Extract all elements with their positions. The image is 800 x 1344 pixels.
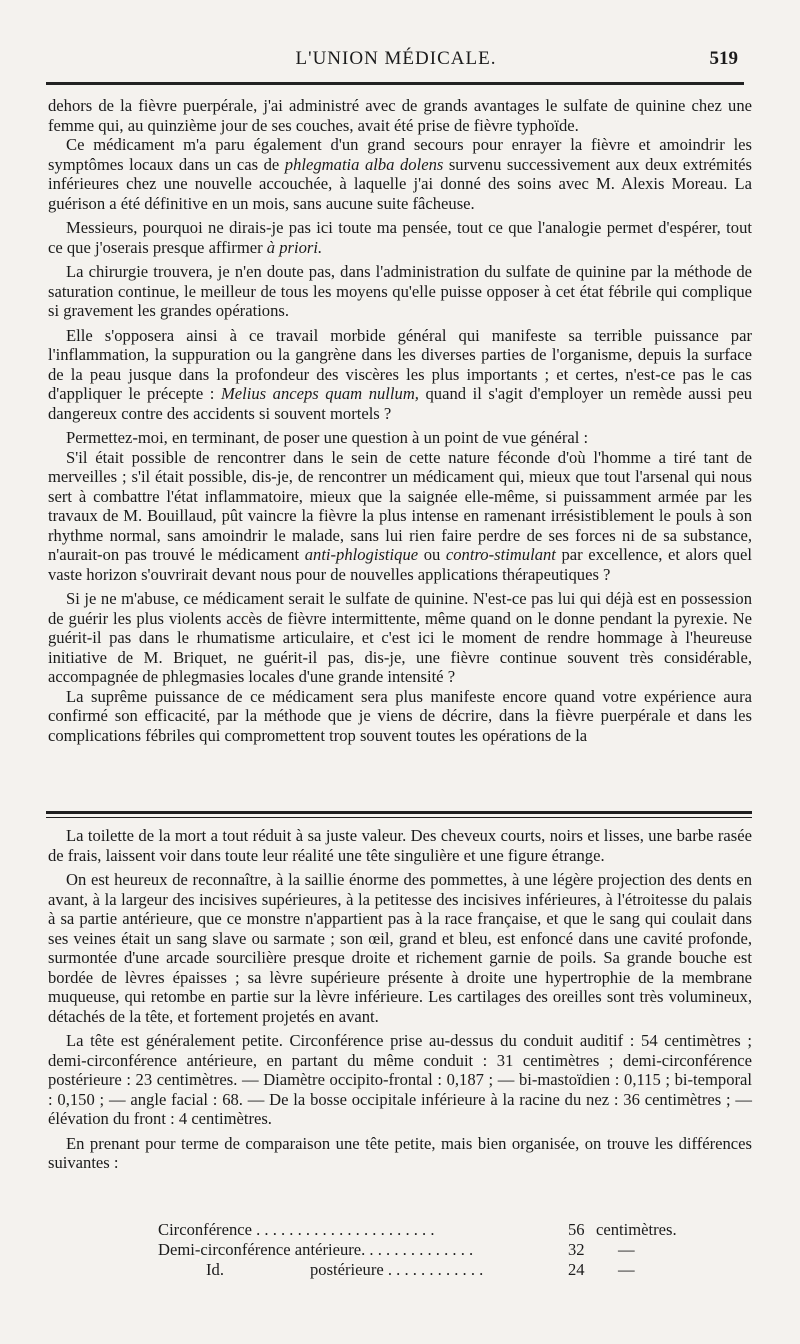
measurement-row (48, 1240, 752, 1260)
measurement-row (48, 1220, 752, 1240)
measurement-value: 24 (568, 1260, 585, 1279)
paragraph: Ce médicament m'a paru également d'un grand secours pour enrayer la fièvre et amoindrir les symptômes locaux dans un cas de phlegmatia alba dolens survenu successivement aux deux extrémités inférieures chez une nouvelle accouchée, à laquelle j'ai donné des soins avec M. Alexis Moreau. La guérison a été définitive en un mois, sans aucune suite fâcheuse. (48, 135, 752, 213)
paragraph: La suprême puissance de ce médicament sera plus manifeste encore quand votre expérience aura confirmé son efficacité, par la méthode que je viens de décrire, dans la fièvre puerpérale et dans les complications fébriles qui compromettent trop souvent toutes les opérations de la (48, 686, 752, 745)
measurement-label: Demi-circonférence antérieure. . . . . . . . . . . . . . (158, 1240, 474, 1259)
measurement-label-prefix: Id. (206, 1260, 224, 1279)
measurement-unit: — (618, 1260, 635, 1279)
paragraph: On est heureux de reconnaître, à la saillie énorme des pommettes, à une légère projection des dents en avant, à la largeur des incisives supérieures, à la petitesse des incisives inférieures, à l'étroitesse du palais à sa partie antérieure, que ce monstre n'appartient pas à la race française, et que le sang qui coulait dans ses veines était un sang slave ou sarmate ; son œil, grand et bleu, est enfoncé dans une cavité profonde, surmontée d'une arcade sourcilière presque droite et richement garnie de poils. Sa grande bouche est bordée de lèvres épaisses ; sa lèvre supérieure présente à droite une hypertrophie de la membrane muqueuse, qui retombe en partie sur la lèvre inférieure. Les cartilages des oreilles sont très volumineux, détachés de la tête, et fortement projetés en avant. (48, 870, 752, 1026)
page-number: 519 (709, 48, 738, 69)
paragraph: Messieurs, pourquoi ne dirais-je pas ici toute ma pensée, tout ce que l'analogie permet d'espérer, tout ce que j'oserais presque affirmer à priori. (48, 218, 752, 257)
measurement-label: postérieure . . . . . . . . . . . . (310, 1260, 484, 1279)
running-title: L'UNION MÉDICALE. (295, 48, 497, 69)
paragraph: En prenant pour terme de comparaison une tête petite, mais bien organisée, on trouve les différences suivantes : (48, 1133, 752, 1172)
measurement-table (48, 1220, 752, 1280)
measurement-unit: — (618, 1240, 635, 1259)
paragraph: dehors de la fièvre puerpérale, j'ai administré avec de grands avantages le sulfate de quinine chez une femme qui, au quinzième jour de ses couches, avait été prise de fièvre typhoïde. (48, 96, 752, 135)
header-rule (46, 82, 744, 85)
paragraph: La chirurgie trouvera, je n'en doute pas, dans l'administration du sulfate de quinine par la méthode de saturation continue, le meilleur de tous les moyens qu'elle puisse opposer à cet état fébrile qui complique si gravement les grandes opérations. (48, 262, 752, 320)
article-continuation (48, 96, 752, 745)
measurement-label: Circonférence . . . . . . . . . . . . . . . . . . . . . . (158, 1220, 435, 1239)
measurement-value: 32 (568, 1240, 585, 1259)
feuilleton-separator-thin (46, 817, 752, 818)
paragraph: Si je ne m'abuse, ce médicament serait le sulfate de quinine. N'est-ce pas lui qui déjà est en possession de guérir les plus violents accès de fièvre intermittente, même quand on le donne pendant la pyrexie. Ne guérit-il pas dans le rhumatisme articulaire, et c'est ici le moment de rendre hommage à l'heureuse initiative de M. Briquet, ne guérit-il pas, dis-je, une fièvre continue souvent très considérable, accompagnée de phlegmasies locales d'une grande intensité ? (48, 589, 752, 686)
measurement-row (48, 1260, 752, 1280)
paragraph: Elle s'opposera ainsi à ce travail morbide général qui manifeste sa terrible puissance par l'inflammation, la suppuration ou la gangrène dans les diverses parties de l'organisme, depuis la surface de la peau jusque dans la profondeur des viscères les plus importants ; et certes, n'est-ce pas le cas d'appliquer le précepte : Melius anceps quam nullum, quand il s'agit d'employer un remède aussi peu dangereux contre des accidents si souvent mortels ? (48, 325, 752, 423)
page-header (48, 40, 744, 80)
paragraph: La toilette de la mort a tout réduit à sa juste valeur. Des cheveux courts, noirs et lisses, une barbe rasée de frais, laissent voir dans toute leur réalité une tête singulière et une figure étrange. (48, 826, 752, 865)
paragraph: S'il était possible de rencontrer dans le sein de cette nature féconde d'où l'homme a tiré tant de merveilles ; s'il était possible, dis-je, de rencontrer un médicament qui, mieux que tout l'arsenal qui nous sert à combattre l'état inflammatoire, mieux que la saignée elle-même, si puissamment armée par les travaux de M. Bouillaud, pût vaincre la fièvre la plus intense en ramenant irrésistiblement le pouls à son rhythme normal, sans amoindrir le malade, sans lui rien faire perdre de ses forces ni de sa substance, n'aurait-on pas trouvé le médicament anti-phlogistique ou contro-stimulant par excellence, et alors quel vaste horizon s'ouvrirait devant nous pour de nouvelles applications thérapeutiques ? (48, 447, 753, 584)
paragraph: La tête est généralement petite. Circonférence prise au-dessus du conduit auditif : 54 centimètres ; demi-circonférence antérieure, en partant du même conduit : 31 centimètres ; demi-circonférence postérieure : 23 centimètres. — Diamètre occipito-frontal : 0,187 ; — bi-mastoïdien : 0,115 ; bi-temporal : 0,150 ; — angle facial : 68. — De la bosse occipitale inférieure à la racine du nez : 36 centimètres ; — élévation du front : 4 centimètres. (48, 1031, 752, 1128)
measurement-value: 56 (568, 1220, 585, 1239)
feuilleton-separator (46, 811, 752, 814)
paragraph: Permettez-moi, en terminant, de poser une question à un point de vue général : (66, 428, 589, 447)
measurement-unit: centimètres. (596, 1220, 677, 1239)
feuilleton-section (48, 826, 752, 1279)
